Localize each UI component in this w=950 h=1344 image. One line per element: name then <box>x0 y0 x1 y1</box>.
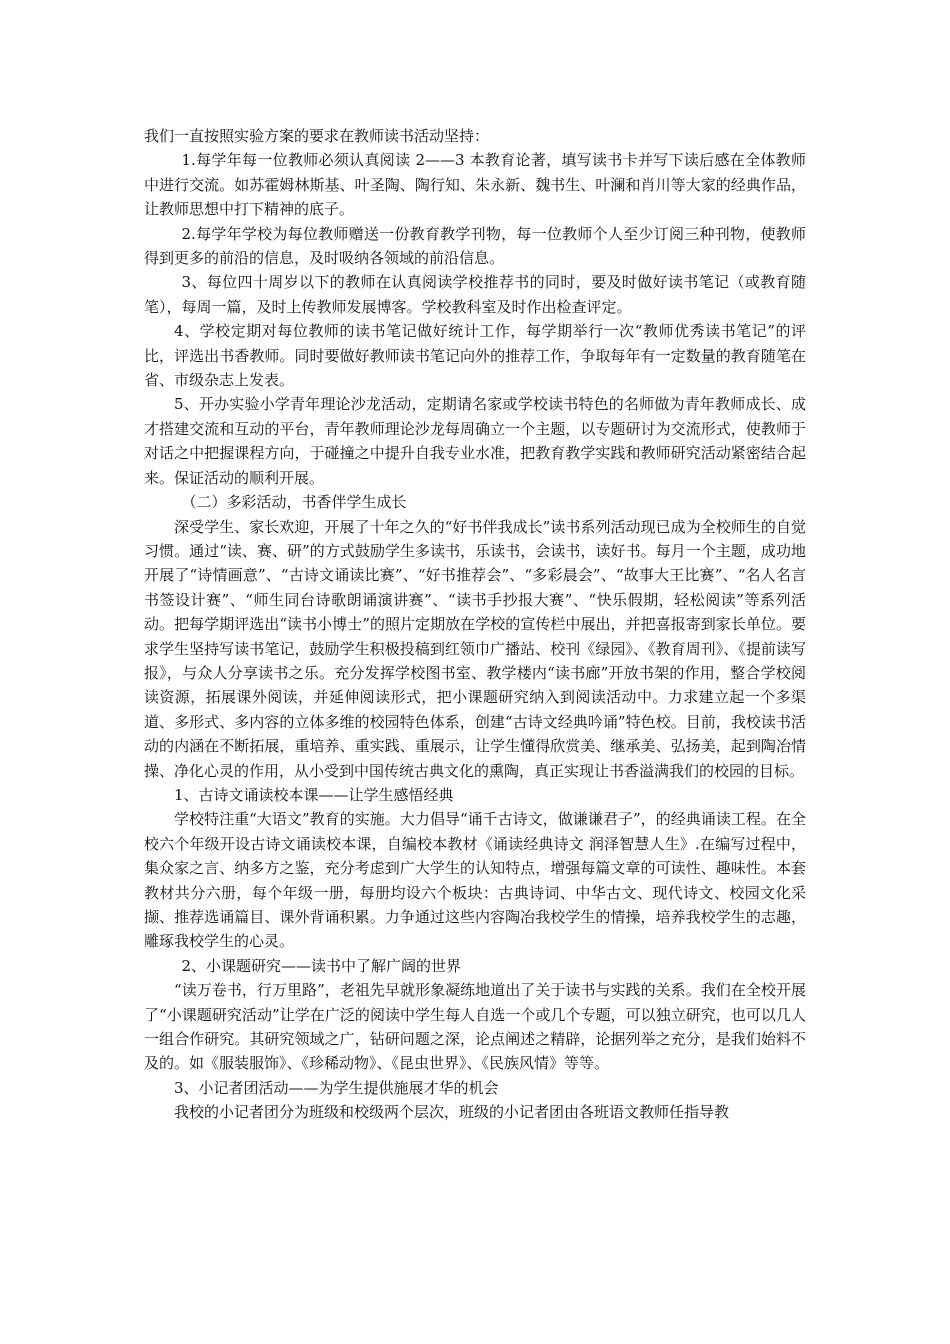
subheading-2: 2、小课题研究——读书中了解广阔的世界 <box>181 956 462 975</box>
teacher-rule-4: 4、学校定期对每位教师的读书笔记做好统计工作，每学期举行一次“教师优秀读书笔记”的评比，评选出书香教师。同时要做好教师读书笔记向外的推荐工作，争取每年有一定数量的教育随笔在省、市级杂志上发表。 <box>144 322 806 390</box>
research-paragraph: “读万卷书，行万里路”，老祖先早就形象凝练地道出了关于读书与实践的关系。我们在全校开展了“小课题研究活动”让学在广泛的阅读中学生每人自选一个或几个专题，可以独立研究，也可以几人一组合作研究。其研究领域之广，钻研问题之深，论点阐述之精辟，论据列举之充分，是我们始料不及的。如《服装服饰》、《珍稀动物》、《昆虫世界》、《民族风情》等等。 <box>144 981 806 1073</box>
intro-paragraph: 我们一直按照实验方案的要求在教师读书活动坚持： <box>144 127 490 145</box>
classics-paragraph: 学校特注重“大语文”教育的实施。大力倡导“诵千古诗文，做谦谦君子”，的经典诵读工程。在全校六个年级开设古诗文诵读校本课，自编校本教材《诵读经典诗文 润泽智慧人生》.在编写过程中，集众家之言、纳多方之鉴，充分考虑到广大学生的认知特点，增强每篇文章的可读性、趣味性。本套教材共分六册，每个年级一册，每册均设六个板块：古典诗词、中华古文、现代诗文、校园文化采撷、推荐选诵篇目、课外背诵积累。力争通过这些内容陶冶我校学生的情操，培养我校学生的志趣，雕琢我校学生的心灵。 <box>144 810 806 951</box>
subheading-1: 1、古诗文诵读校本课——让学生感悟经典 <box>174 785 454 804</box>
student-activity-paragraph: 深受学生、家长欢迎，开展了十年之久的“好书伴我成长”读书系列活动现已成为全校师生的自觉习惯。通过“读、赛、研”的方式鼓励学生多读书，乐读书，会读书，读好书。每月一个主题，成功地开展了“诗情画意”、“古诗文诵读比赛”、“好书推荐会”、“多彩晨会”、“故事大王比赛”、“名人名言书签设计赛”、“师生同台诗歌朗诵演讲赛”、“读书手抄报大赛”、“快乐假期，轻松阅读”等系列活动。把每学期评选出“读书小博士”的照片定期放在学校的宣传栏中展出，并把喜报寄到家长单位。要求学生坚持写读书笔记，鼓励学生积极投稿到红领巾广播站、校刊《绿园》、《教育周刊》、《提前读写报》，与众人分享读书之乐。充分发挥学校图书室、教学楼内“读书廊”开放书架的作用，整合学校阅读资源，拓展课外阅读，并延伸阅读形式，把小课题研究纳入到阅读活动中。力求建立起一个多渠道、多形式、多内容的立体多维的校园特色体系，创建“古诗文经典吟诵”特色校。目前，我校读书活动的内涵在不断拓展，重培养、重实践、重展示，让学生懂得欣赏美、继承美、弘扬美，起到陶冶情操、净化心灵的作用，从小受到中国传统古典文化的熏陶，真正实现让书香溢满我们的校园的目标。 <box>144 517 806 780</box>
teacher-rule-3: 3、每位四十周岁以下的教师在认真阅读学校推荐书的同时，要及时做好读书笔记（或教育随笔），每周一篇，及时上传教师发展博客。学校教科室及时作出检查评定。 <box>144 273 806 316</box>
reporter-paragraph: 我校的小记者团分为班级和校级两个层次，班级的小记者团由各班语文教师任指导教 <box>174 1103 730 1122</box>
teacher-rule-5: 5、开办实验小学青年理论沙龙活动，定期请名家或学校读书特色的名师做为青年教师成长、成才搭建交流和互动的平台，青年教师理论沙龙每周确立一个主题，以专题研讨为交流形式，使教师于对话之中把握课程方向，于碰撞之中提升自我专业水准，把教育教学实践和教师研究活动紧密结合起来。保证活动的顺利开展。 <box>144 395 806 487</box>
section-heading-2: （二）多彩活动，书香伴学生成长 <box>181 493 407 512</box>
teacher-rule-1: 1.每学年每一位教师必须认真阅读 2——3 本教育论著，填写读书卡并写下读后感在全体教师中进行交流。如苏霍姆林斯基、叶圣陶、陶行知、朱永新、魏书生、叶澜和肖川等大家的经典作品，让教师思想中打下精神的底子。 <box>144 151 806 219</box>
document-body <box>144 124 806 1125</box>
teacher-rule-2: 2.每学年学校为每位教师赠送一份教育教学刊物，每一位教师个人至少订阅三种刊物，使教师得到更多的前沿的信息，及时吸纳各领域的前沿信息。 <box>144 224 806 268</box>
subheading-3: 3、小记者团活动——为学生提供施展才华的机会 <box>174 1078 499 1097</box>
